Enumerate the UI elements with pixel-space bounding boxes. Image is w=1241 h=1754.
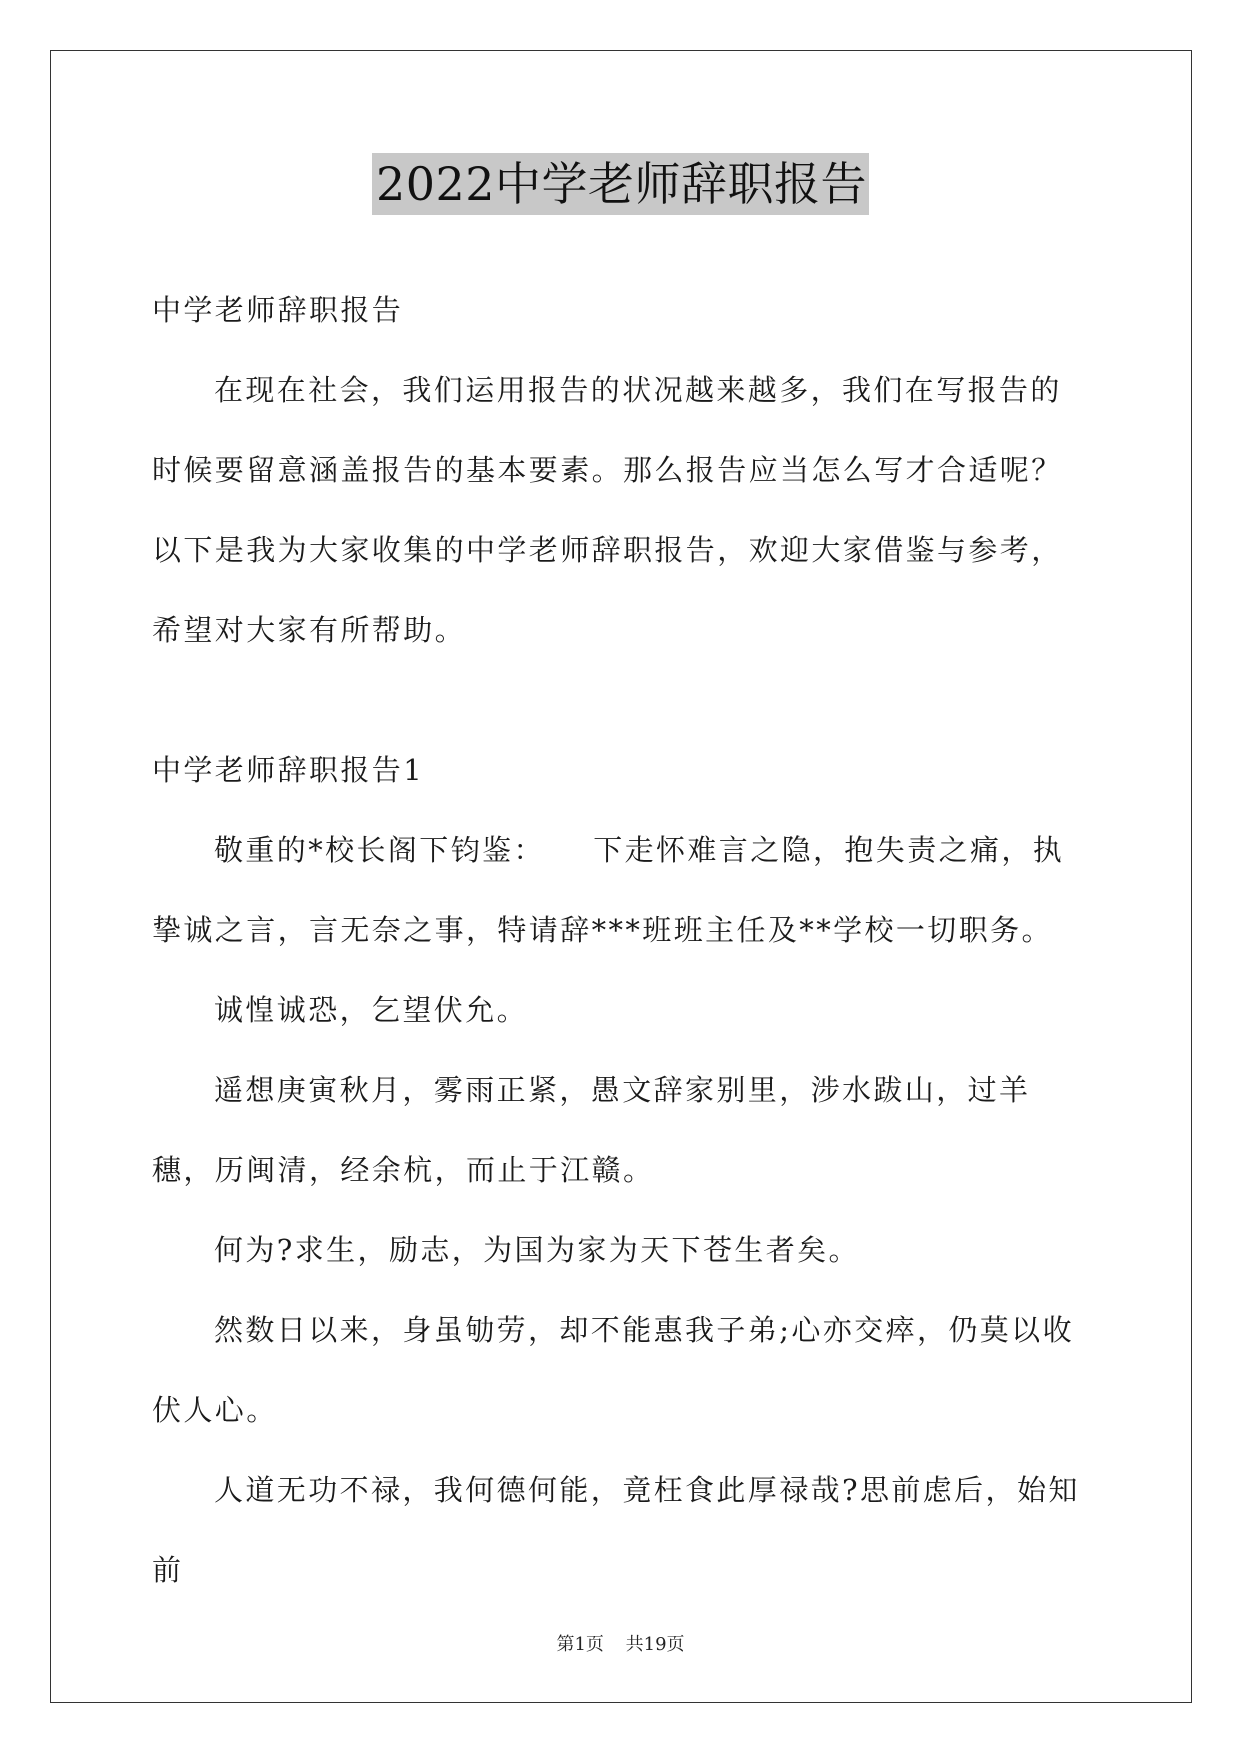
spacer [152,670,1092,730]
intro-paragraph: 在现在社会，我们运用报告的状况越来越多，我们在写报告的时候要留意涵盖报告的基本要素。那么报告应当怎么写才合适呢？以下是我为大家收集的中学老师辞职报告，欢迎大家借鉴与参考，希望对大家有所帮助。 [152,373,1063,647]
body-paragraph-2: 诚惶诚恐，乞望伏允。 [214,993,529,1027]
title-wrap [0,153,1241,215]
page-total: 共19页 [625,1634,685,1655]
document-body [152,270,1092,1610]
body-paragraph-4: 何为?求生，励志，为国为家为天下苍生者矣。 [214,1233,860,1267]
body-paragraph-1: 敬重的*校长阁下钧鉴： 下走怀难言之隐，抱失责之痛，执挚诚之言，言无奈之事，特请辞***班班主任及**学校一切职务。 [152,833,1065,947]
section-heading: 中学老师辞职报告1 [152,753,425,787]
document-title: 2022中学老师辞职报告 [372,153,869,215]
body-paragraph-6: 人道无功不禄，我何德何能，竟枉食此厚禄哉?思前虑后，始知前 [152,1473,1080,1587]
page-footer [0,1630,1241,1656]
body-paragraph-5: 然数日以来，身虽劬劳，却不能惠我子弟;心亦交瘁，仍莫以收伏人心。 [152,1313,1074,1427]
intro-heading: 中学老师辞职报告 [152,293,404,327]
body-paragraph-3: 遥想庚寅秋月，雾雨正紧，愚文辞家别里，涉水跋山，过羊穗，历闽清，经余杭，而止于江赣。 [152,1073,1031,1187]
page-number: 第1页 [556,1634,604,1655]
